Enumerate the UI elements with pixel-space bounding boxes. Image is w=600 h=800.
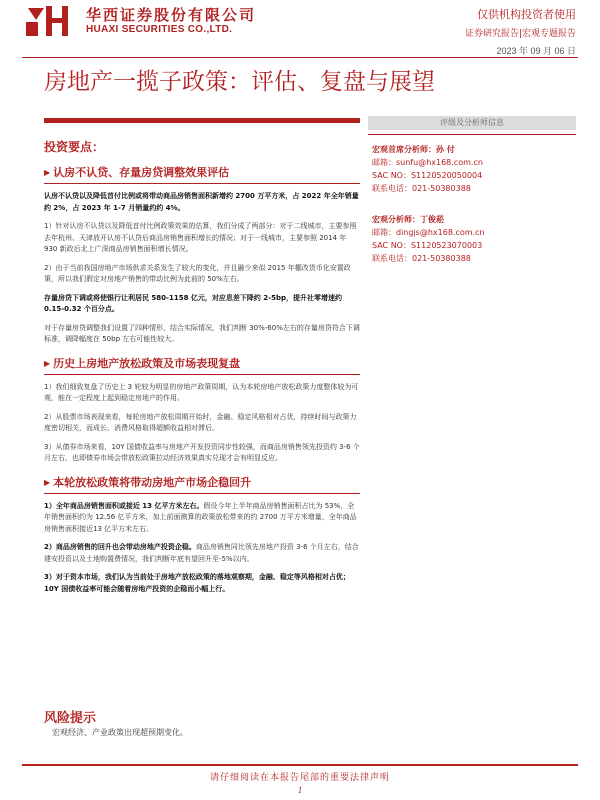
paragraph-text: 商品房销售同比领先房地产投资 3-6 个月左右，结合建安投资以及土地购置费情况，我们判断年底有望回升至-5%以内。 bbox=[44, 543, 359, 563]
paragraph-lead: 认房不认贷以及降低首付比例或将带动商品房销售面积新增约 2700 万平方米，占 2022 年全年销量约 2%，占 2023 年 1-7 月销量约约 4%。 bbox=[44, 192, 359, 212]
section-title bbox=[44, 474, 360, 490]
analyst-title: 宏观首席分析师：孙 付 bbox=[372, 145, 455, 154]
report-category: 证券研究报告|宏观专题报告 bbox=[464, 29, 576, 39]
triangle-bullet-icon: ▶ bbox=[44, 358, 51, 368]
paragraph bbox=[44, 542, 360, 565]
paragraph-lead: 存量房贷下调或将使银行让利居民 580-1158 亿元，对应息差下降约 2-5bp，提升社零增速约 0.15-0.32 个百分点。 bbox=[44, 293, 342, 313]
legal-notice[interactable]: 请仔细阅读在本报告尾部的重要法律声明 bbox=[209, 773, 390, 783]
section-title-text: 本轮放松政策将带动房地产市场企稳回升 bbox=[53, 475, 252, 489]
paragraph bbox=[44, 191, 360, 214]
paragraph-text: 假设今年上半年商品房销售面积占比为 53%，全年销售面积约为 12.56 亿平方米，加上前面测算的政策放松带来的约 2700 万平方米增量，全年商品房销售面积接近13 亿平方米左右。 bbox=[44, 501, 357, 533]
paragraph bbox=[44, 293, 360, 316]
risk-title: 风险提示 bbox=[44, 711, 97, 726]
paragraph-text: 1）针对认房不认贷以及降低首付比例政策效果的估算，我们分成了两部分：对于二线城市，主要参照去年杭州、天津放开认房不认贷后商品房销售面积增长的情况；对于一线城市，主要参照 2014 年 930 新政后北上广深商品房销售面积增长情况。 bbox=[44, 222, 357, 253]
analyst-card bbox=[368, 143, 576, 195]
section-title bbox=[44, 355, 360, 371]
main-column bbox=[44, 118, 360, 595]
analyst-phone: 联系电话：021-50380388 bbox=[372, 184, 471, 193]
paragraph bbox=[44, 382, 360, 405]
paragraph-text: 3）从债券市场来看，10Y 国债收益率与房地产开发投资同步性较强，而商品房销售领先投资约 3-6 个月左右，也即债券市场会带放松政策拉动经济效果真实兑现才会有明显反应。 bbox=[44, 442, 360, 462]
section-title-text: 历史上房地产放松政策及市场表现复盘 bbox=[53, 356, 241, 370]
title-underline-bar bbox=[44, 118, 360, 123]
paragraph bbox=[44, 572, 360, 595]
page-header bbox=[0, 0, 600, 60]
analyst-sac: SAC NO：S1120520050004 bbox=[372, 171, 483, 180]
report-title: 房地产一揽子政策：评估、复盘与展望 bbox=[44, 69, 435, 95]
paragraph bbox=[44, 263, 360, 286]
analyst-email[interactable]: 邮箱：sunfu@hx168.com.cn bbox=[372, 158, 483, 167]
company-name-en: HUAXI SECURITIES CO.,LTD. bbox=[86, 24, 233, 35]
paragraph bbox=[44, 323, 360, 346]
paragraph-text: 1）我们细致复盘了历史上 3 轮较为明显的房地产政策周期，认为本轮房地产放松政策力度整体较为可观，能在一定程度上起到稳定房地产的作用。 bbox=[44, 382, 359, 402]
section-divider bbox=[44, 183, 360, 184]
sidebar-divider bbox=[368, 134, 576, 135]
report-date: 2023 年 09 月 06 日 bbox=[496, 46, 576, 56]
audience-tag: 仅供机构投资者使用 bbox=[477, 8, 576, 21]
sidebar-heading: 评级及分析师信息 bbox=[368, 116, 576, 130]
paragraph-lead: 2）商品房销售的回升也会带动房地产投资企稳。 bbox=[44, 543, 196, 551]
huaxi-logo-icon bbox=[22, 4, 80, 38]
analyst-card bbox=[368, 213, 576, 265]
triangle-bullet-icon: ▶ bbox=[44, 168, 51, 177]
key-points-label: 投资要点： bbox=[44, 140, 105, 154]
paragraph-lead: 3）对于资本市场，我们认为当前处于房地产放松政策的落地观察期，金融、稳定等风格相对占优；10Y 国债收益率可能会随着房地产投资的企稳而小幅上行。 bbox=[44, 573, 350, 593]
footer-divider bbox=[22, 764, 578, 766]
section-divider bbox=[44, 374, 360, 375]
section-title-text: 认房不认贷、存量房贷调整效果评估 bbox=[53, 166, 230, 179]
paragraph bbox=[44, 221, 360, 256]
paragraph-text: 2）由于当前我国房地产市场供求关系发生了较大的变化，并且融少来似 2015 年棚改货币化安置政策，所以我们假定对房地产销售的带动比例为此前的 50%左右。 bbox=[44, 263, 351, 283]
company-name-zh: 华西证券股份有限公司 bbox=[86, 6, 257, 24]
page-number: 1 bbox=[297, 785, 303, 795]
paragraph bbox=[44, 501, 360, 536]
paragraph-text: 2）从股票市场表现来看，每轮房地产放松周期开始时，金融、稳定风格相对占优，持续时间与政策力度密切相关，而成长、消费风格取得超额收益相对滞后。 bbox=[44, 412, 357, 432]
paragraph-lead: 1）全年商品房销售面积或接近 13 亿平方米左右。 bbox=[44, 501, 204, 510]
section-title bbox=[44, 164, 360, 180]
paragraph bbox=[44, 412, 360, 435]
paragraph-text: 对于存量房贷调整我们设置了四种情形，结合实际情况，我们判断 30%-60%左右的存量房贷符合下调标准，调降幅度在 50bp 左右可能性较大。 bbox=[44, 323, 360, 343]
risk-text: 宏观经济、产业政策出现超预期变化。 bbox=[52, 728, 188, 737]
paragraph bbox=[44, 442, 360, 465]
header-divider bbox=[22, 57, 578, 58]
sections-container bbox=[44, 164, 360, 595]
analyst-phone: 联系电话：021-50380388 bbox=[372, 254, 471, 263]
analyst-email[interactable]: 邮箱：dingjs@hx168.com.cn bbox=[372, 228, 485, 237]
section-divider bbox=[44, 493, 360, 494]
analyst-title: 宏观分析师：丁俊菘 bbox=[372, 215, 444, 224]
analyst-sidebar bbox=[368, 116, 576, 265]
analyst-sac: SAC NO：S1120523070003 bbox=[372, 241, 483, 250]
triangle-bullet-icon: ▶ bbox=[44, 477, 51, 487]
